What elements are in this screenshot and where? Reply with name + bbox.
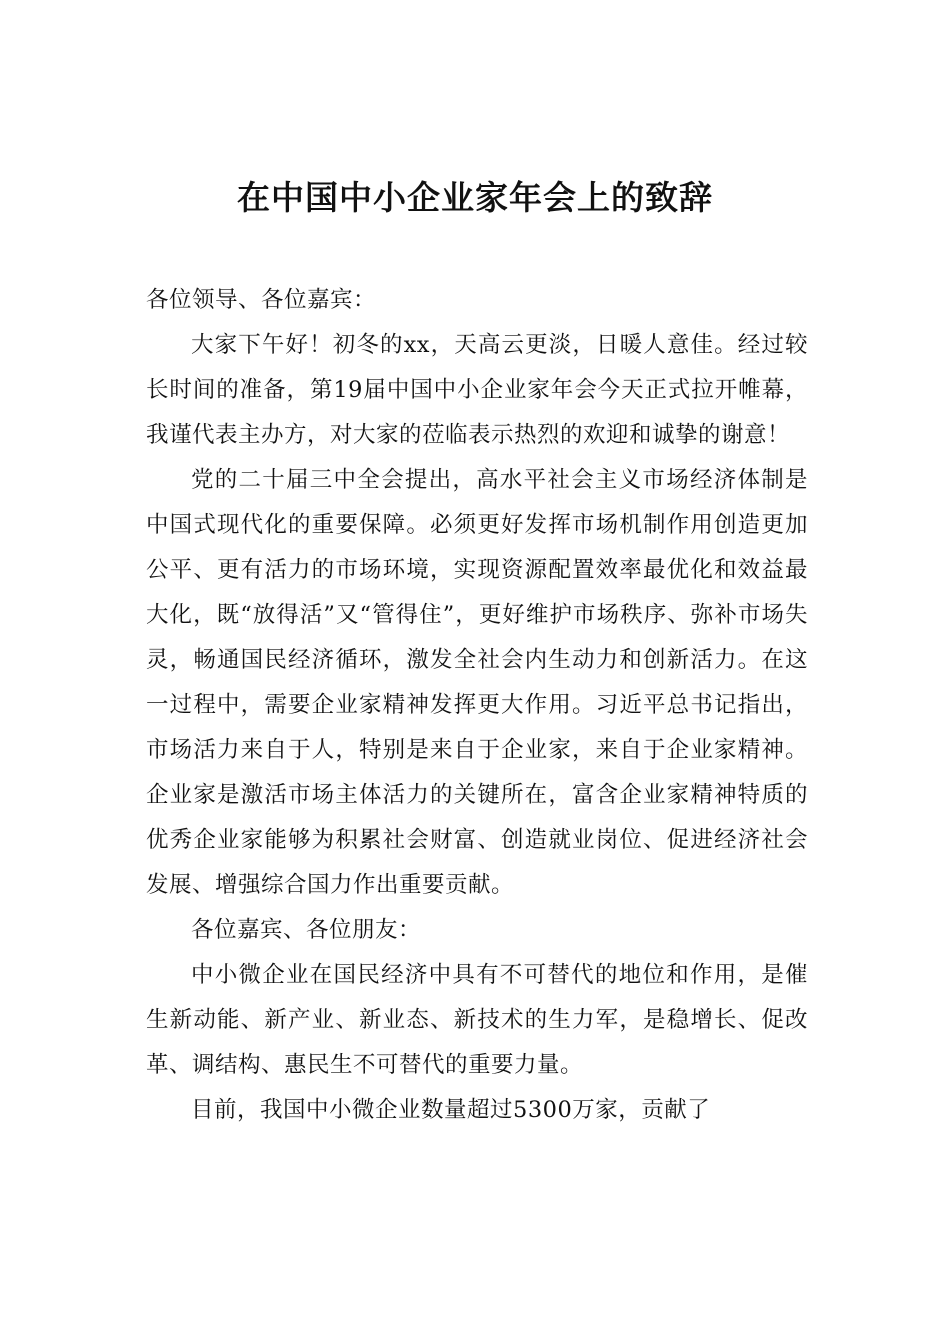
- paragraph-policy: 党的二十届三中全会提出，高水平社会主义市场经济体制是中国式现代化的重要保障。必须更好发挥市场机制作用创造更加公平、更有活力的市场环境，实现资源配置效率最优化和效益最大化，既“放得活”又“管得住”，更好维护市场秩序、弥补市场失灵，畅通国民经济循环，激发全社会内生动力和创新活力。在这一过程中，需要企业家精神发挥更大作用。习近平总书记指出，市场活力来自于人，特别是来自于企业家，来自于企业家精神。企业家是激活市场主体活力的关键所在，富含企业家精神特质的优秀企业家能够为积累社会财富、创造就业岗位、促进经济社会发展、增强综合国力作出重要贡献。: [146, 467, 808, 898]
- paragraph-address: 各位嘉宾、各位朋友：: [191, 917, 422, 943]
- paragraph-smes-role: 中小微企业在国民经济中具有不可替代的地位和作用，是催生新动能、新产业、新业态、新技术的生力军，是稳增长、促改革、调结构、惠民生不可替代的重要力量。: [146, 962, 808, 1078]
- paragraph-greeting: 大家下午好！初冬的xx，天高云更淡，日暖人意佳。经过较长时间的准备，第19届中国中小企业家年会今天正式拉开帷幕，我谨代表主办方，对大家的莅临表示热烈的欢迎和诚挚的谢意！: [146, 332, 808, 448]
- document-title: 在中国中小企业家年会上的致辞: [237, 178, 713, 217]
- paragraph-smes-statistics: 目前，我国中小微企业数量超过5300万家，贡献了: [191, 1097, 711, 1123]
- salutation: 各位领导、各位嘉宾：: [146, 287, 377, 313]
- document-body: [146, 278, 808, 1133]
